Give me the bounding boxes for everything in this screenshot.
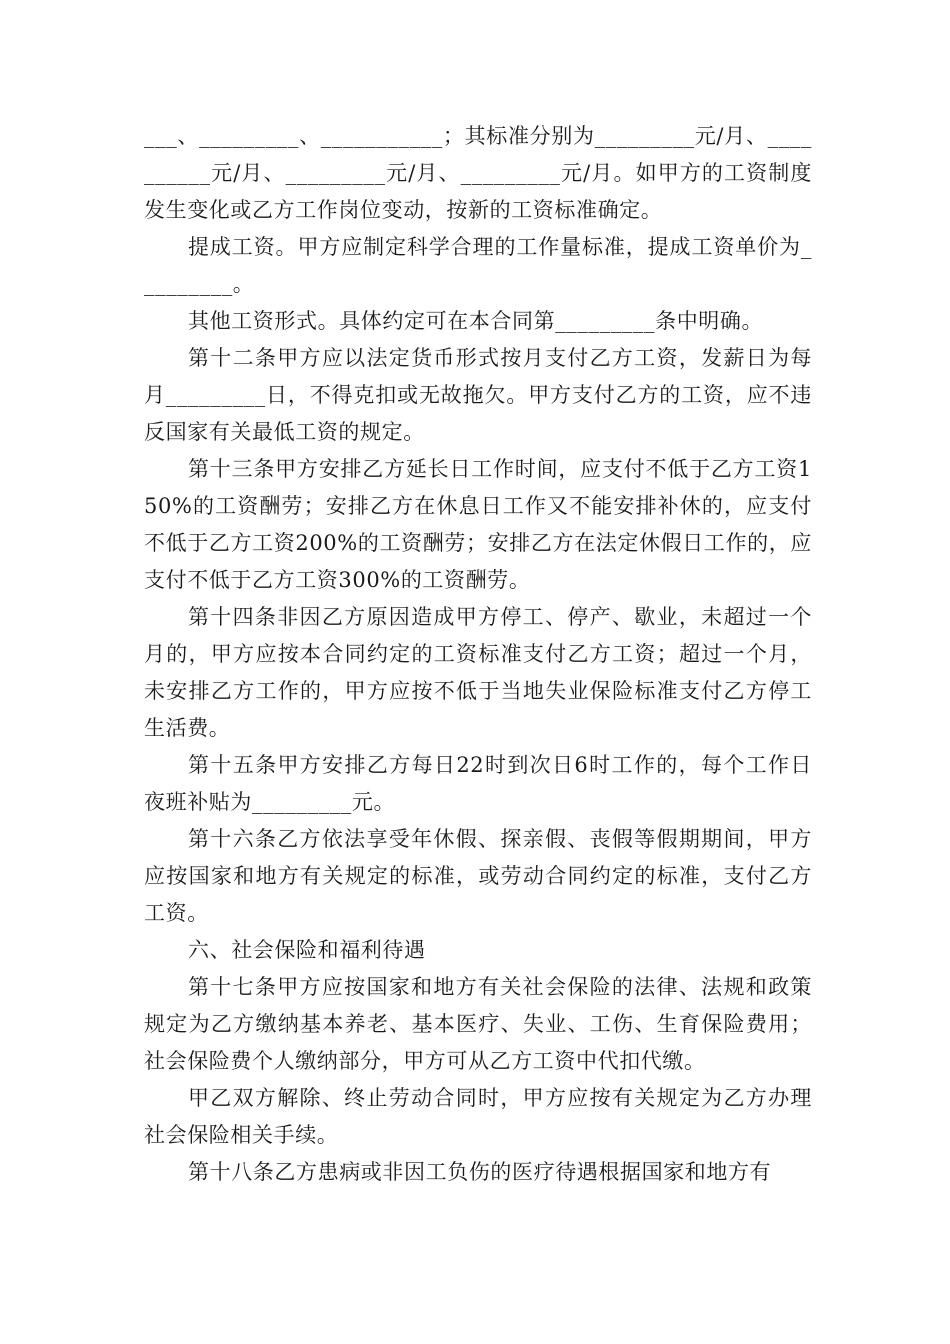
paragraph-wage-standards: ___、_________、___________；其标准分别为_________元/月、__________元/月、_________元/月、_________元/月。如甲方的工资制度发生变化或乙方工作岗位变动，按新的工资标准确定。 <box>144 124 812 222</box>
paragraph-article-16: 第十六条乙方依法享受年休假、探亲假、丧假等假期期间，甲方应按国家和地方有关规定的标准，或劳动合同约定的标准，支付乙方工资。 <box>144 827 812 925</box>
section-heading-social-insurance: 六、社会保险和福利待遇 <box>188 938 426 962</box>
paragraph-article-14: 第十四条非因乙方原因造成甲方停工、停产、歇业，未超过一个月的，甲方应按本合同约定的工资标准支付乙方工资；超过一个月，未安排乙方工作的，甲方应按不低于当地失业保险标准支付乙方停工生活费。 <box>144 605 812 740</box>
paragraph-other-wage-forms: 其他工资形式。具体约定可在本合同第_________条中明确。 <box>188 309 764 333</box>
paragraph-article-15: 第十五条甲方安排乙方每日22时到次日6时工作的，每个工作日夜班补贴为_________元。 <box>144 753 812 814</box>
paragraph-article-17: 第十七条甲方应按国家和地方有关社会保险的法律、法规和政策规定为乙方缴纳基本养老、基本医疗、失业、工伤、生育保险费用；社会保险费个人缴纳部分，甲方可从乙方工资中代扣代缴。 <box>144 975 812 1073</box>
paragraph-article-12: 第十二条甲方应以法定货币形式按月支付乙方工资，发薪日为每月_________日，不得克扣或无故拖欠。甲方支付乙方的工资，应不违反国家有关最低工资的规定。 <box>144 346 812 444</box>
paragraph-article-18: 第十八条乙方患病或非因工负伤的医疗待遇根据国家和地方有 <box>188 1160 772 1184</box>
document-body <box>144 118 812 1191</box>
paragraph-article-13: 第十三条甲方安排乙方延长日工作时间，应支付不低于乙方工资150%的工资酬劳；安排乙方在休息日工作又不能安排补休的，应支付不低于乙方工资200%的工资酬劳；安排乙方在法定休假日工作的，应支付不低于乙方工资300%的工资酬劳。 <box>144 457 812 592</box>
paragraph-commission-wage: 提成工资。甲方应制定科学合理的工作量标准，提成工资单价为_________。 <box>144 235 812 296</box>
paragraph-termination-procedures: 甲乙双方解除、终止劳动合同时，甲方应按有关规定为乙方办理社会保险相关手续。 <box>144 1086 812 1147</box>
